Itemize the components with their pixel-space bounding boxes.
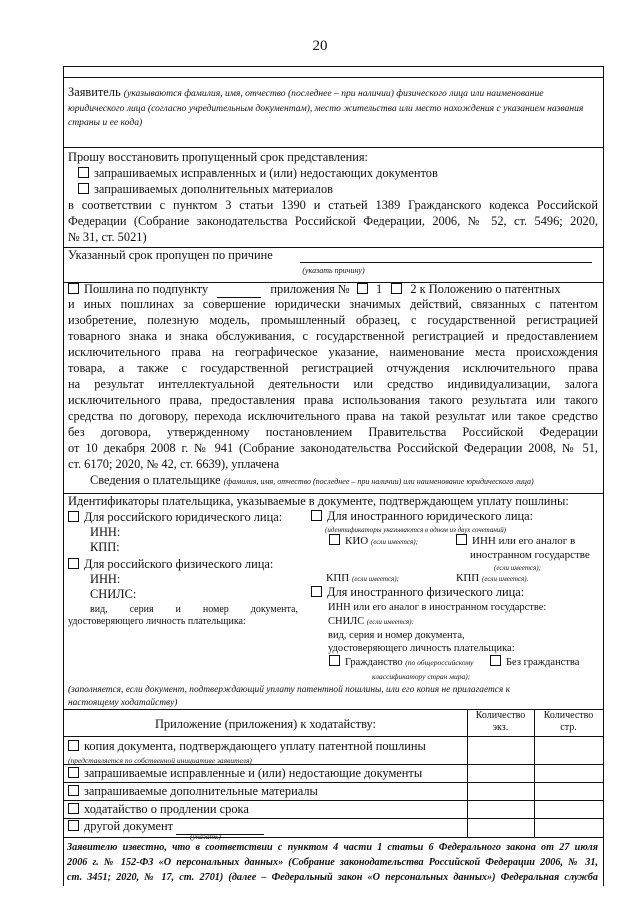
checkbox-icon[interactable] — [311, 586, 322, 597]
table-row[interactable] — [68, 784, 318, 799]
inn-foreign-label: ИНН или его аналог в — [472, 535, 576, 547]
option-label: Для российского юридического лица: — [84, 510, 283, 524]
citizenship-label: Гражданство — [345, 657, 403, 668]
consent-line-1: Заявителю известно, что в соответствии с пунктом 4 части 1 статьи 6 Федерального закона от 27 июля — [67, 842, 598, 853]
citizenship-option[interactable] — [329, 655, 473, 670]
applicant-hint-2: юридического лица (согласно учредительным документам), место жительства или место нахождения с указанием названия — [68, 103, 584, 114]
option-label: Для иностранного юридического лица: — [327, 509, 534, 523]
col-pages-unit: стр. — [560, 722, 577, 733]
ru-person-snils: СНИЛС: — [90, 587, 137, 601]
request-option-documents[interactable] — [78, 166, 438, 181]
applicant-input[interactable] — [64, 129, 603, 147]
fee-line-12: ст. 6170; 2020, № 42, ст. 6639), уплачена — [68, 457, 280, 471]
consent-divider — [64, 837, 603, 838]
checkbox-icon[interactable] — [456, 534, 467, 545]
other-document-hint: (указать) — [190, 832, 221, 841]
kio-hint: (если имеется); — [370, 538, 418, 546]
fee-text-a: Пошлина по подпункту — [84, 282, 209, 296]
table-row[interactable] — [68, 819, 264, 835]
fee-subparagraph-input[interactable] — [217, 282, 261, 298]
ru-person-doc-2: удостоверяющего личность плательщика: — [68, 616, 246, 627]
attachment-label: другой документ — [84, 819, 173, 833]
applicant-hint-3: страны и ее кода) — [68, 117, 143, 128]
reason-hint: (указать причину) — [302, 266, 365, 275]
fee-line-1 — [68, 282, 598, 298]
annex-2-checkbox-icon[interactable] — [391, 283, 402, 294]
table-row-line — [64, 782, 603, 783]
inn-foreign-hint: (если имеется); — [494, 564, 541, 572]
attachment-label: ходатайство о продлении срока — [84, 802, 249, 816]
table-row[interactable] — [68, 739, 426, 754]
annex-1-checkbox-icon[interactable] — [357, 283, 368, 294]
page-number: 20 — [312, 38, 328, 54]
fee-line-10: без договора, утвержденному постановлением Правительства Российской Федерации — [68, 425, 598, 439]
checkbox-icon[interactable] — [329, 534, 340, 545]
reason-label: Указанный срок пропущен по причине — [68, 248, 273, 262]
doc-word: номер — [202, 604, 229, 615]
applicant-row — [68, 85, 544, 101]
inn-foreign-label-2: иностранном государстве — [470, 549, 590, 561]
kio-option[interactable] — [329, 534, 418, 550]
checkbox-icon[interactable] — [78, 167, 89, 178]
fee-line-6: товара, а также с государственной регистрацией отчуждения исключительного права — [68, 361, 598, 375]
fp-snils-label: СНИЛС — [328, 616, 365, 627]
option-label: запрашиваемых дополнительных материалов — [94, 182, 333, 196]
checkbox-icon[interactable] — [68, 511, 79, 522]
request-basis-2: Федерации (Собрание законодательства Российской Федерации, 2006, № 52, ст. 5496; 2020, — [68, 214, 598, 228]
fee-line-8: исключительного права, предоставления права использования такого результата или такого — [68, 393, 598, 407]
attachment-label: копия документа, подтверждающего уплату патентной пошлины — [84, 739, 426, 753]
foreign-legal-option[interactable] — [311, 509, 533, 524]
doc-word: вид, — [90, 604, 108, 615]
table-row-line — [64, 764, 603, 765]
kpp-foreign2-hint: (если имеется). — [481, 575, 529, 583]
table-row-line — [64, 736, 603, 737]
col-copies-header — [467, 710, 534, 734]
fee-line-3: изобретение, полезную модель, промышленный образец, с государственной регистрацией — [68, 313, 598, 327]
option-label: Для российского физического лица: — [84, 557, 274, 571]
citizenship-hint: (по общероссийскому — [405, 658, 474, 667]
request-basis-1: в соответствии с пунктом 3 статьи 1390 и статьей 1389 Гражданского кодекса Российской — [68, 198, 598, 212]
fee-line-9: средства по договору, перехода исключительного права на такой результат или такое средство — [68, 409, 598, 423]
ru-legal-kpp: КПП: — [90, 540, 120, 554]
identifiers-title: Идентификаторы плательщика, указываемые в документе, подтверждающем уплату пошлины: — [68, 494, 569, 508]
table-row-line — [64, 800, 603, 801]
fee-line-2: и иных пошлинах за совершение юридически значимых действий, связанных с патентом — [68, 297, 598, 311]
table-row[interactable] — [68, 802, 249, 817]
fp-snils-hint: (если имеется): — [366, 618, 414, 626]
fee-text-b: приложения № — [270, 282, 350, 296]
fee-checkbox-icon[interactable] — [68, 283, 79, 294]
kpp-foreign2-label: КПП — [456, 572, 480, 584]
attachment-label: запрашиваемые исправленные и (или) недостающие документы — [84, 766, 423, 780]
col-copies-label: Количество — [475, 710, 526, 721]
ru-legal-inn: ИНН: — [90, 525, 121, 539]
ru-person-inn: ИНН: — [90, 572, 121, 586]
payer-label: Сведения о плательщике — [90, 473, 221, 487]
fee-line-4: товарного знака и знака обслуживания, с государственной регистрацией и предоставлением — [68, 329, 598, 343]
petition-form — [63, 66, 604, 841]
stateless-option[interactable] — [490, 655, 579, 670]
checkbox-icon[interactable] — [68, 803, 79, 814]
col-copies-unit: экз. — [492, 722, 509, 733]
checkbox-icon[interactable] — [68, 740, 79, 751]
kpp-foreign-label: КПП — [326, 572, 350, 584]
option-label: запрашиваемых исправленных и (или) недостающих документов — [94, 166, 438, 180]
fee-text-d: 2 к Положению о патентных — [410, 282, 561, 296]
checkbox-icon[interactable] — [68, 558, 79, 569]
request-divider — [64, 147, 603, 148]
fp-doc-1: вид, серия и номер документа, — [328, 630, 465, 641]
stateless-label: Без гражданства — [506, 657, 580, 668]
applicant-hint-1: (указываются фамилия, имя, отчество (последнее – при наличии) физического лица или наименование — [123, 88, 544, 99]
request-basis-3: № 31, ст. 5021) — [68, 230, 147, 244]
fee-line-7: на результат интеллектуальной деятельности или средство индивидуализации, залога — [68, 377, 598, 391]
top-divider — [64, 77, 603, 78]
kpp-foreign-hint: (если имеется); — [351, 575, 399, 583]
attachment-label: запрашиваемые дополнительные материалы — [84, 784, 318, 798]
col-pages-label: Количество — [543, 710, 594, 721]
applicant-label: Заявитель — [68, 85, 121, 99]
identifiers-note-1: (заполняется, если документ, подтверждающий уплату патентной пошлины, или его копия не прилагается к — [68, 685, 511, 695]
fee-text-c: 1 — [375, 282, 383, 296]
consent-right-border — [603, 836, 604, 886]
option-label: Для иностранного физического лица: — [327, 585, 525, 599]
checkbox-icon[interactable] — [68, 785, 79, 796]
checkbox-icon[interactable] — [311, 510, 322, 521]
attachments-header: Приложение (приложения) к ходатайству: — [154, 717, 376, 731]
inn-foreign-option[interactable] — [456, 534, 575, 549]
consent-line-2: 2006 г. № 152-ФЗ «О персональных данных» (Собрание законодательства Российской Федерации 2006, № 31, — [67, 857, 598, 868]
ru-legal-option[interactable] — [68, 510, 282, 525]
consent-left-border — [63, 836, 64, 886]
doc-word: документа, — [250, 604, 298, 615]
checkbox-icon[interactable] — [329, 655, 340, 666]
payer-row — [90, 473, 534, 489]
fee-line-5: исключительного права на географическое указание, наименование места происхождения — [68, 345, 598, 359]
classifier-hint: классификатору стран мира); — [372, 672, 471, 681]
doc-word: и — [175, 604, 181, 615]
identifiers-note-2: настоящему ходатайству) — [68, 698, 178, 708]
checkbox-icon[interactable] — [78, 183, 89, 194]
attachment-hint: (представляется по собственной инициативе заявителя) — [68, 756, 252, 765]
fp-inn: ИНН или его аналог в иностранном государстве: — [328, 602, 547, 613]
doc-word: серия — [129, 604, 154, 615]
checkbox-icon[interactable] — [490, 655, 501, 666]
payer-hint: (фамилия, имя, отчество (последнее – при наличии) или наименование юридического лица) — [223, 477, 534, 486]
checkbox-icon[interactable] — [68, 767, 79, 778]
request-intro: Прошу восстановить пропущенный срок представления: — [68, 150, 368, 164]
checkbox-icon[interactable] — [68, 820, 79, 831]
fp-doc-2: удостоверяющего личность плательщика: — [328, 643, 515, 654]
request-option-materials[interactable] — [78, 182, 333, 197]
fee-line-11: от 10 декабря 2008 г. № 941 (Собрание законодательства Российской Федерации 2008, № 51, — [68, 441, 598, 455]
table-row[interactable] — [68, 766, 422, 781]
kio-label: КИО — [345, 535, 369, 547]
foreign-legal-hint: (идентификаторы указываются в одном из двух сочетаний) — [325, 526, 507, 534]
col-pages-header — [534, 710, 603, 734]
ru-person-option[interactable] — [68, 557, 273, 572]
consent-line-3: ст. 3451; 2020, № 17, ст. 2701) (далее – Федеральный закон «О персональных данных») Федеральная служба — [67, 872, 598, 883]
foreign-person-option[interactable] — [311, 585, 524, 600]
